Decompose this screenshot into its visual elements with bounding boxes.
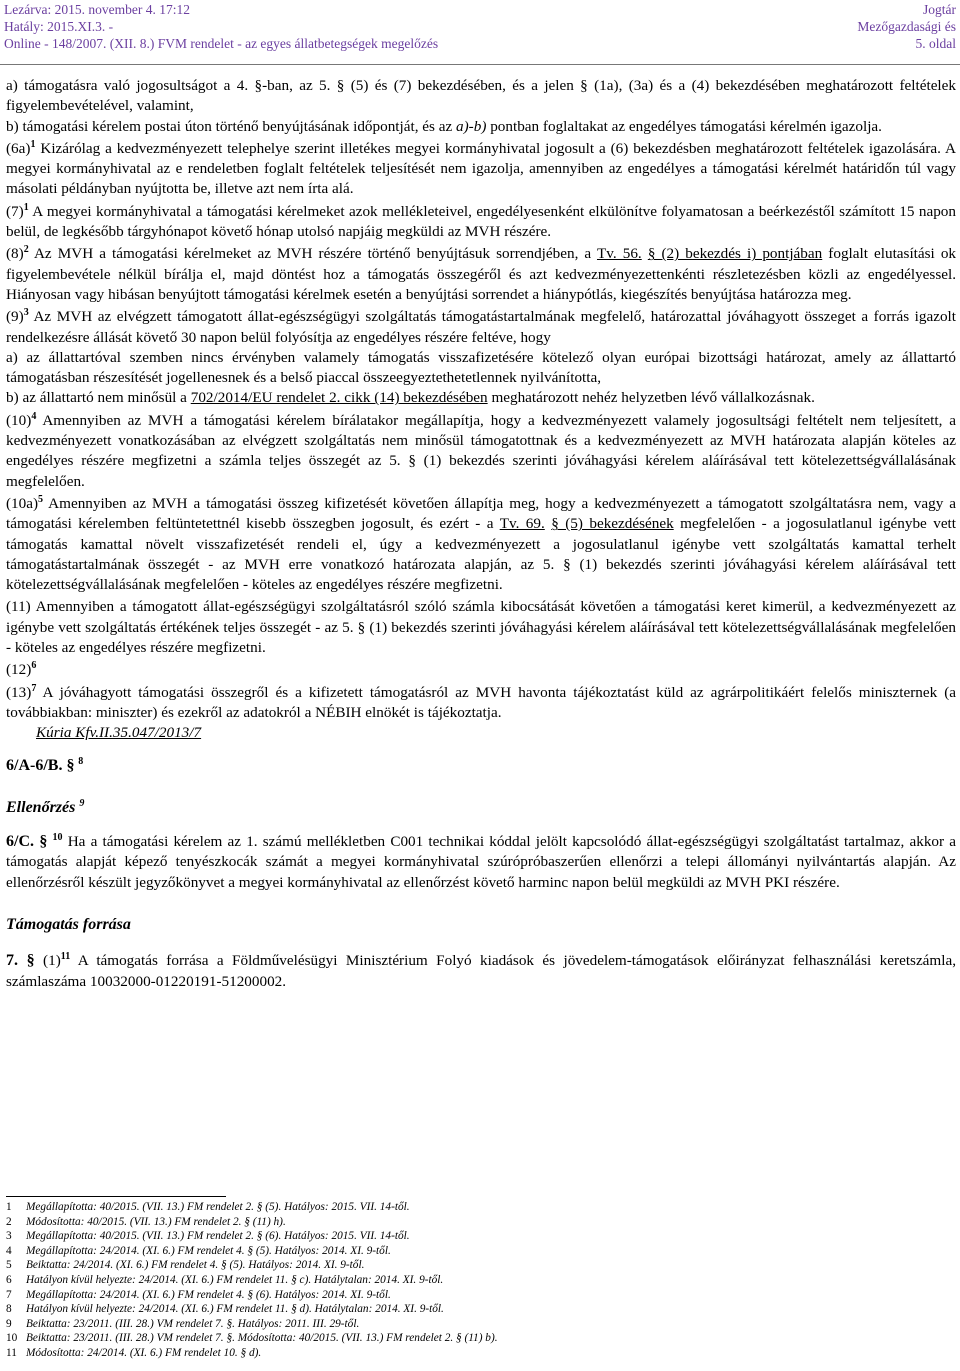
heading-ellenorzes: Ellenőrzés $^9$ [6, 797, 85, 816]
paragraph-10a: $(10a)^5$ Amennyiben az MVH a támogatási összeg kifizetését követően állapítja meg, hogy a kedvezményezett a támogatott szolgáltatásra nem, vagy a támogatási kérelemben feltüntetettnél kisebb összegben jogosult, és ezért - a Tv. 69. § (5) bekezdésének megfelelően - a jogosulatlanul igénybe vett támogatás kamattal növelt visszafizetését rendeli el, úgy a kedvezményezett a jogosulatlanul igénybe vett szolgáltatás kamattal terhelt támogatástartalmának összegét - az MVH erre vonatkozó határozata alapján, az 5. § (1) bekezdés szerinti jóváhagyási kérelem aláírásával tett kötelezettségvállalásának megfelelően - köteles az engedélyes részére megfizetni. [6, 493, 956, 594]
paragraph-12: $(12)^6$ [6, 660, 37, 679]
header-document-title: Online - 148/2007. (XII. 8.) FVM rendelet - az egyes állatbetegségek megelőzés [4, 36, 439, 51]
paragraph-8: $(8)^2$ Az MVH a támogatási kérelmeket az MVH részére történő benyújtásuk sorrendjében, a Tv. 56. § (2) bekezdés i) pontjában foglalt elutasítási ok figyelembevétele nélkül bírálja el, majd döntést hoz a támogatás összegéről és azt kedvezményezettenkénti részletezésben közli az engedélyessel. Hiányosan vagy hibásan benyújtott támogatási kérelmek esetén a benyújtási sorrendet a hiánypótlás, kiegészítés benyújtása határozza meg. [6, 244, 957, 303]
footnote-ref: 5 [38, 493, 44, 505]
law-link[interactable]: § (5) bekezdésének [551, 515, 674, 533]
footnote-ref: 8 [78, 755, 84, 767]
paragraph-9: $(9)^3$ Az MVH az elvégzett támogatott állat-egészségügyi szolgáltatás támogatástartalmának megfelelő, határozattal jóváhagyott összeget a forrás igazolt rendelkezésre állását követő 30 napon belül folyósítja az engedélyes részére feltéve, hogy [6, 307, 956, 346]
paragraph-6a-point-b: b) támogatási kérelem postai úton történő benyújtásának időpontját, és az a)-b) pontban foglaltakat az engedélyes támogatási kérelmén igazolja. [6, 117, 882, 135]
law-link[interactable]: § (2) bekezdés i) pontjában [647, 245, 823, 263]
footnote: 1 Megállapította: 40/2015. (VII. 13.) FM rendelet 2. § (5). Hatályos: 2015. VII. 14-től. [6, 1201, 410, 1213]
footnote: 11 Módosította: 24/2014. (XI. 6.) FM rendelet 10. § d). [6, 1346, 262, 1359]
footnote-ref: 7 [31, 682, 37, 694]
law-link[interactable]: Tv. 56. [596, 245, 642, 263]
footnote-ref: 9 [79, 797, 85, 809]
footnote: 6 Hatályon kívül helyezte: 24/2014. (XI. 6.) FM rendelet 11. § c). Hatálytalan: 2014. XI. 9-től. [6, 1273, 444, 1286]
paragraph-9-point-b: b) az állattartó nem minősül a 702/2014/EU rendelet 2. cikk (14) bekezdésében meghatározott nehéz helyzetben lévő vállalkozásnak. [6, 389, 815, 407]
header-product: Jogtár [923, 2, 956, 17]
header-category: Mezőgazdasági és [857, 19, 956, 34]
footnote: 7 Megállapította: 24/2014. (XI. 6.) FM rendelet 4. § (6). Hatályos: 2014. XI. 9-től. [6, 1288, 391, 1301]
page-header [0, 0, 960, 65]
footnote: 10 Beiktatta: 23/2011. (III. 28.) VM rendelet 7. §. Módosította: 40/2015. (VII. 13.) FM rendelet 2. § (11) b). [6, 1332, 498, 1345]
footnote: 3 Megállapította: 40/2015. (VII. 13.) FM rendelet 2. § (6). Hatályos: 2015. VII. 14-től. [6, 1230, 410, 1243]
heading-tamogatas-forrasa: Támogatás forrása [6, 915, 131, 933]
footnote: 9 Beiktatta: 23/2011. (III. 28.) VM rendelet 7. §. Hatályos: 2011. III. 29-től. [6, 1317, 360, 1330]
footnote-ref: 10 [52, 832, 63, 844]
footnote-separator [6, 1196, 226, 1197]
paragraph-7: $(7)^1$ A megyei kormányhivatal a támogatási kérelmeket azok mellékleteivel, engedélyesenként elkülönítve folyamatosan a beérkezéstől számított 15 napon belül, de legkésőbb tárgyhónapot követő hónap utolsó napjáig megküldi az MVH részére. [6, 201, 956, 241]
paragraph-6a-point-a: a) támogatásra való jogosultságot a 4. §-ban, az 5. § (5) és (7) bekezdésében, és a jelen § (1a), (3a) és a (4) bekezdésében meghatározott feltételek figyelembevételével, valamint, [6, 77, 956, 115]
paragraph-9-point-a: a) az állattartóval szemben nincs érvényben valamely támogatás visszafizetésére kötelező olyan európai bizottsági határozat, amely az állattartó támogatásban részesítését jogellenesnek és a belső piaccal összeegyeztethetetlennek nyilvánította, [6, 348, 956, 387]
section-6c: 6/C. § $^{10}$ Ha a támogatási kérelem az 1. számú mellékletben C001 technikai kóddal jelölt kapcsolódó állat-egészségügyi szolgáltatást tartalmaz, akkor a támogatás alapját képező tenyészkocák számát a megyei kormányhivatal szúrópróbaszerűen ellenőrzi a telepi állományi nyilvántartás alapján. Az ellenőrzésről készült jegyzőkönyvet a megyei kormányhivatal az ellenőrzést követő harminc napon belül megküldi az MVH PKI részére. [6, 832, 956, 891]
footnote-ref: 1 [23, 201, 29, 213]
footnote: 4 Megállapította: 24/2014. (XI. 6.) FM rendelet 4. § (5). Hatályos: 2014. XI. 9-től. [6, 1244, 391, 1257]
footnote: 8 Hatályon kívül helyezte: 24/2014. (XI. 6.) FM rendelet 11. § d). Hatálytalan: 2014. XI. 9-től. [6, 1303, 444, 1316]
footnote-ref: 3 [23, 307, 29, 319]
header-effective-date: Hatály: 2015.XI.3. - [4, 19, 114, 34]
header-page-number: 5. oldal [915, 36, 956, 51]
paragraph-10: $(10)^4$ Amennyiben az MVH a támogatási kérelem bírálatakor megállapítja, hogy a kedvezményezett valamely jogosultsági feltételt nem teljesített, a kedvezményezett vonatkozásában az elvégzett szolgáltatás nem minősül támogatottnak és a kedvezményezett az MVH határozata alapján köteles az engedélyes részére megfizetni a számla teljes összegét az 5. § (1) bekezdés szerinti jóváhagyási kérelem aláírásával tett kötelezettségvállalásának megfelelően. [6, 410, 956, 490]
paragraph-13: $(13)^7$ A jóváhagyott támogatási összegről és a kifizetett támogatásról az MVH havonta tájékoztatást küld az agrárpolitikáért felelős miniszternek (a továbbiakban: miniszter) és ezekről az adatokról a NÉBIH elnökét is tájékoztatja. [6, 682, 956, 721]
court-reference[interactable]: Kúria Kfv.II.35.047/2013/7 [36, 724, 202, 742]
section-6a-6b: 6/A-6/B. § $^8$ [6, 755, 84, 774]
document-body [6, 76, 956, 992]
law-link[interactable]: 702/2014/EU rendelet 2. cikk (14) bekezdésében [190, 389, 488, 407]
paragraph-6a: $(6a)^1$ Kizárólag a kedvezményezett telephelye szerint illetékes megyei kormányhivatal jogosult a (6) bekezdésben meghatározott feltételek igazolására. A megyei kormányhivatal az e rendeletben foglalt feltételek teljesítését nem igazolja, amennyiben az engedélyes a támogatási kérelmét határidőn túl vagy másolati példányban nyújtotta be, illetve azt nem írta alá. [6, 138, 956, 198]
paragraph-11: (11) Amennyiben a támogatott állat-egészségügyi szolgáltatásról szóló számla kibocsátását követően a támogatási keret kimerül, a kedvezményezett az igénybe vett szolgáltatás értékének teljes összegét - az 5. § (1) bekezdés szerinti jóváhagyási kérelem aláírásával tett kötelezettségvállalásának megfelelően - köteles az engedélyes részére megfizetni. [6, 598, 956, 657]
footnote-ref: 1 [30, 138, 36, 150]
footnote-ref: 11 [60, 951, 71, 963]
law-link[interactable]: Tv. 69. [499, 515, 545, 533]
header-closed-date: Lezárva: 2015. november 4. 17:12 [4, 2, 190, 17]
footnote-ref: 2 [23, 244, 29, 256]
footnote-ref: 4 [31, 410, 37, 422]
footnote: 5 Beiktatta: 24/2014. (XI. 6.) FM rendelet 4. § (5). Hatályos: 2014. XI. 9-től. [6, 1259, 365, 1272]
section-7: 7. § $(1)^{11}$ A támogatás forrása a Földművelésügyi Minisztérium Folyó kiadások és jövedelem-támogatások előirányzat felhasználási keretszámla, számlaszáma 10032000-01220191-51200002. [6, 951, 956, 990]
footnotes [6, 1200, 946, 1361]
footnote: 2 Módosította: 40/2015. (VII. 13.) FM rendelet 2. § (11) h). [6, 1215, 286, 1228]
footnote-ref: 6 [31, 660, 37, 672]
